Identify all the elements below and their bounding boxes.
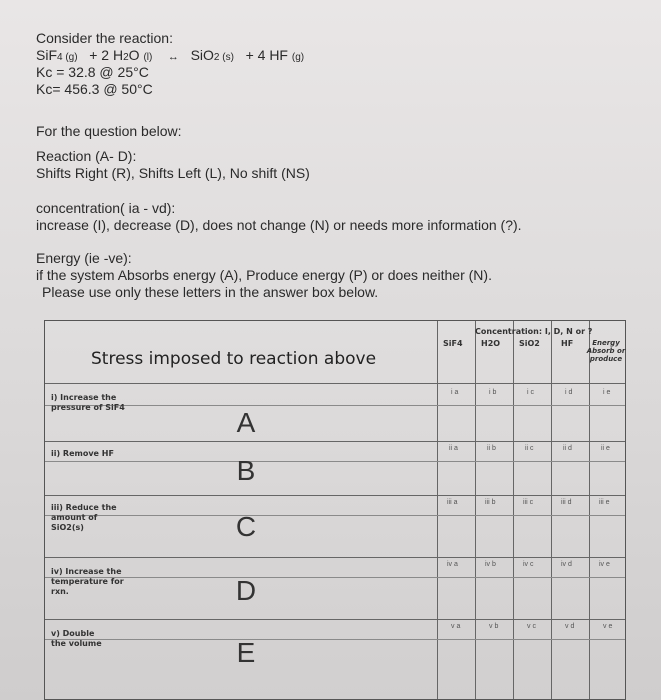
kc-50c: Kc= 456.3 @ 50°C bbox=[36, 81, 153, 97]
answer-e: E bbox=[236, 637, 256, 668]
col-header-sif4: SiF4 bbox=[443, 339, 463, 348]
cell-iie[interactable]: ii e bbox=[601, 445, 610, 452]
cell-ic[interactable]: i c bbox=[527, 389, 534, 396]
reactant-h2o-state: (l) bbox=[143, 52, 153, 63]
cell-ivc[interactable]: iv c bbox=[523, 561, 534, 568]
cell-vb[interactable]: v b bbox=[489, 623, 499, 630]
reactant-h2o: + 2 H bbox=[89, 47, 124, 63]
row-label-iv: iv) Increase the temperature for rxn. bbox=[51, 567, 124, 596]
cell-ivd[interactable]: iv d bbox=[561, 561, 572, 568]
product-sio2: SiO bbox=[190, 47, 214, 63]
answer-c: C bbox=[235, 511, 257, 542]
cell-iiib[interactable]: iii b bbox=[485, 499, 496, 506]
letters-note: Please use only these letters in the answer box below. bbox=[42, 284, 379, 300]
row-label-iii: iii) Reduce the amount of SiO2(s) bbox=[51, 503, 117, 532]
cell-va[interactable]: v a bbox=[451, 623, 461, 630]
answer-table bbox=[44, 320, 626, 700]
answer-d: D bbox=[235, 575, 257, 606]
row-label-ii: ii) Remove HF bbox=[51, 449, 114, 458]
concentration-options: increase (I), decrease (D), does not change (N) or needs more information (?). bbox=[36, 217, 522, 233]
reaction-options: Shifts Right (R), Shifts Left (L), No shift (NS) bbox=[36, 165, 310, 181]
concentration-header: Concentration: I, D, N or ? bbox=[475, 327, 593, 336]
reactant-sif4: SiF bbox=[36, 47, 57, 63]
concentration-instructions bbox=[36, 200, 522, 234]
row-label-v: v) Double the volume bbox=[51, 629, 102, 648]
cell-vc[interactable]: v c bbox=[527, 623, 536, 630]
product-hf-state: (g) bbox=[291, 52, 305, 63]
cell-iib[interactable]: ii b bbox=[487, 445, 496, 452]
cell-iid[interactable]: ii d bbox=[563, 445, 572, 452]
cell-iva[interactable]: iv a bbox=[447, 561, 458, 568]
product-sio2-sub: 2 (s) bbox=[213, 52, 234, 63]
cell-id[interactable]: i d bbox=[565, 389, 573, 396]
cell-iiia[interactable]: iii a bbox=[447, 499, 458, 506]
reaction-range: Reaction (A- D): bbox=[36, 148, 137, 164]
cell-iiid[interactable]: iii d bbox=[561, 499, 572, 506]
equilibrium-arrow-icon: ↔ bbox=[167, 51, 179, 63]
cell-ie[interactable]: i e bbox=[603, 389, 611, 396]
consider-text: Consider the reaction: bbox=[36, 30, 173, 46]
energy-instructions bbox=[36, 250, 492, 301]
energy-header: Energy Absorb or produce bbox=[586, 339, 626, 363]
kc-25c: Kc = 32.8 @ 25°C bbox=[36, 64, 149, 80]
cell-ivb[interactable]: iv b bbox=[485, 561, 496, 568]
cell-ive[interactable]: iv e bbox=[599, 561, 610, 568]
cell-iic[interactable]: ii c bbox=[525, 445, 534, 452]
reactant-sif4-sub: 4 (g) bbox=[57, 52, 78, 63]
cell-iiie[interactable]: iii e bbox=[599, 499, 610, 506]
cell-iia[interactable]: ii a bbox=[449, 445, 458, 452]
answer-b: B bbox=[236, 455, 256, 486]
energy-options: if the system Absorbs energy (A), Produce energy (P) or does neither (N). bbox=[36, 267, 492, 283]
concentration-range: concentration( ia - vd): bbox=[36, 200, 176, 216]
row-label-i: i) Increase the pressure of SiF4 bbox=[51, 393, 125, 412]
reactant-h2o-rest: O bbox=[128, 47, 140, 63]
for-question-text: For the question below: bbox=[36, 123, 182, 139]
reaction-instructions bbox=[36, 148, 310, 182]
col-header-h2o: H2O bbox=[481, 339, 501, 348]
cell-ib[interactable]: i b bbox=[489, 389, 497, 396]
energy-range: Energy (ie -ve): bbox=[36, 250, 132, 266]
cell-vd[interactable]: v d bbox=[565, 623, 575, 630]
cell-ia[interactable]: i a bbox=[451, 389, 459, 396]
cell-iiic[interactable]: iii c bbox=[523, 499, 534, 506]
col-header-hf: HF bbox=[561, 339, 574, 348]
answer-a: A bbox=[236, 407, 256, 438]
stress-header: Stress imposed to reaction above bbox=[91, 349, 377, 369]
cell-ve[interactable]: v e bbox=[603, 623, 613, 630]
reactant-h2o-sub: 2 bbox=[123, 52, 129, 63]
col-header-sio2: SiO2 bbox=[519, 339, 540, 348]
product-hf: + 4 HF bbox=[245, 47, 288, 63]
